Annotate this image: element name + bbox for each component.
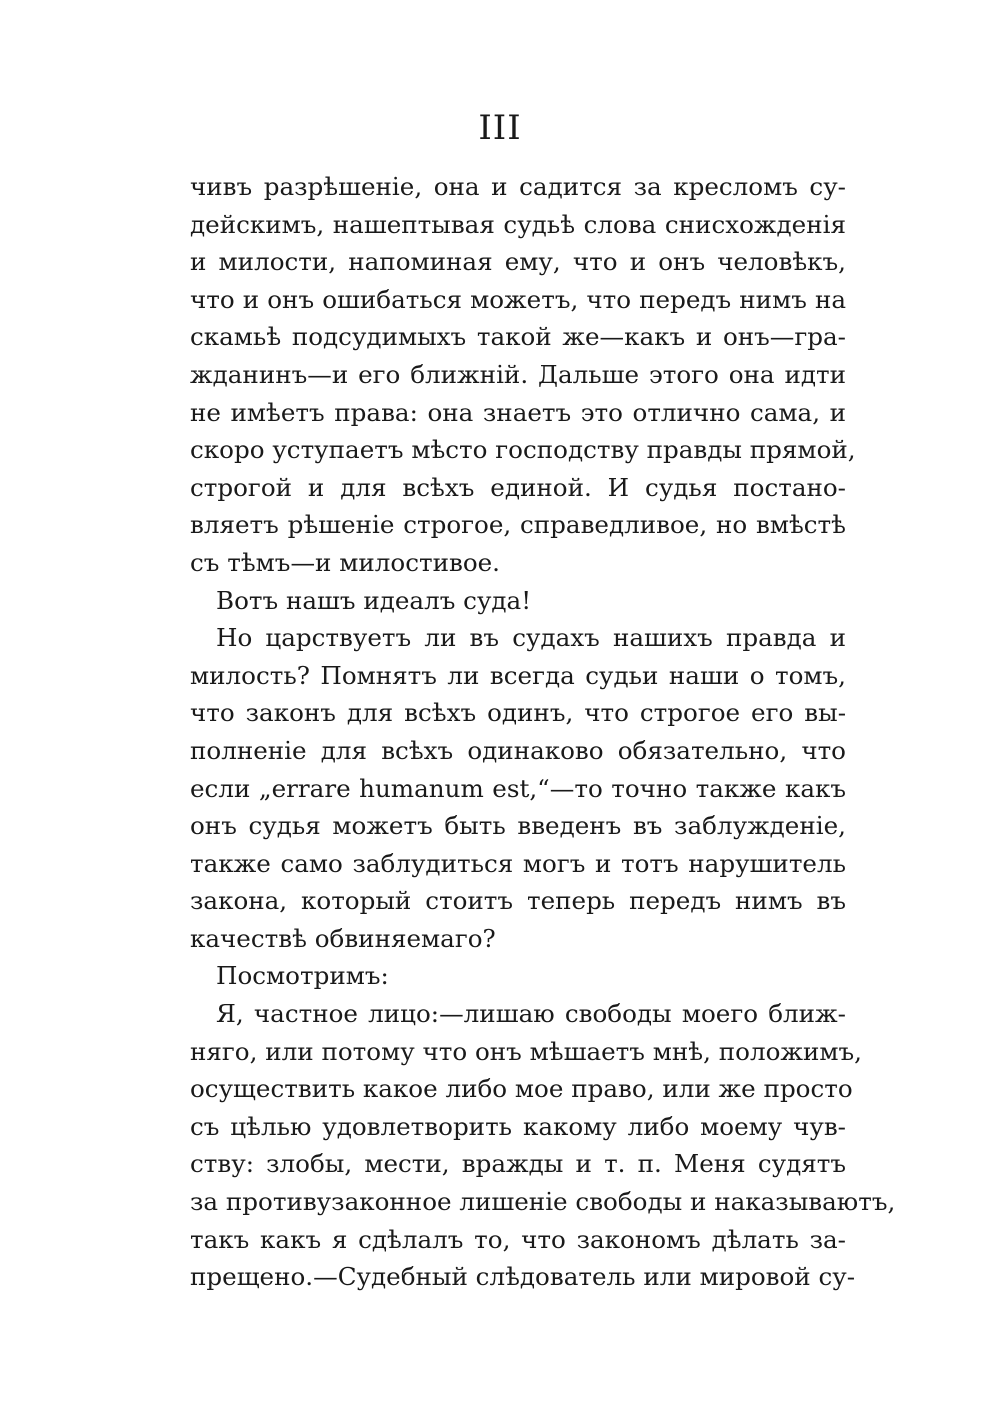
text-line: онъ судья можетъ быть введенъ въ заблужденіе,: [190, 811, 846, 841]
text-line: милость? Помнятъ ли всегда судьи наши о томъ,: [190, 660, 846, 690]
text-line: жданинъ—и его ближній. Дальше этого она идти: [190, 359, 846, 389]
text-line: что законъ для всѣхъ одинъ, что строгое его вы-: [190, 698, 846, 728]
text-line: осуществить какое либо мое право, или же просто: [190, 1074, 853, 1104]
text-line: закона, который стоитъ теперь передъ нимъ въ: [190, 886, 846, 916]
text-line: Вотъ нашъ идеалъ суда!: [216, 585, 532, 615]
text-line: дейскимъ, нашептывая судьѣ слова снисхожденія: [190, 209, 846, 239]
text-line: также само заблудиться могъ и тотъ нарушитель: [190, 848, 846, 878]
text-line: не имѣетъ права: она знаетъ это отлично сама, и: [190, 397, 846, 427]
body-text: [190, 168, 896, 1296]
text-line: чивъ разрѣшеніе, она и садится за кресломъ су-: [190, 172, 846, 201]
text-line: и милости, напоминая ему, что и онъ человѣкъ,: [190, 247, 846, 277]
text-line: полненіе для всѣхъ одинаково обязательно, что: [190, 735, 846, 765]
text-line: няго, или потому что онъ мѣшаетъ мнѣ, положимъ,: [190, 1036, 862, 1066]
text-line: ству: злобы, мести, вражды и т. п. Меня судятъ: [190, 1149, 846, 1179]
text-line: вляетъ рѣшеніе строгое, справедливое, но вмѣстѣ: [190, 510, 846, 540]
text-line: за противузаконное лишеніе свободы и наказываютъ,: [190, 1187, 896, 1217]
text-line: съ цѣлью удовлетворить какому либо моему чув-: [190, 1111, 846, 1141]
text-line: Я, частное лицо:—лишаю свободы моего ближ-: [216, 999, 846, 1029]
text-line: съ тѣмъ—и милостивое.: [190, 547, 501, 577]
page-number: III: [478, 108, 522, 148]
text-line: строгой и для всѣхъ единой. И судья постано-: [190, 472, 846, 502]
text-line: Посмотримъ:: [216, 961, 389, 991]
text-line: скамьѣ подсудимыхъ такой же—какъ и онъ—гра-: [190, 322, 846, 352]
text-line: если „errare humanum est,“—то точно также какъ: [190, 773, 846, 803]
text-line: Но царствуетъ ли въ судахъ нашихъ правда и: [216, 623, 846, 653]
text-line: что и онъ ошибаться можетъ, что передъ нимъ на: [190, 284, 846, 314]
text-line: такъ какъ я сдѣлалъ то, что закономъ дѣлать за-: [190, 1224, 846, 1254]
text-line: скоро уступаетъ мѣсто господству правды прямой,: [190, 435, 856, 465]
text-line: прещено.—Судебный слѣдователь или мировой су-: [190, 1262, 856, 1292]
text-line: качествѣ обвиняемаго?: [190, 923, 496, 953]
